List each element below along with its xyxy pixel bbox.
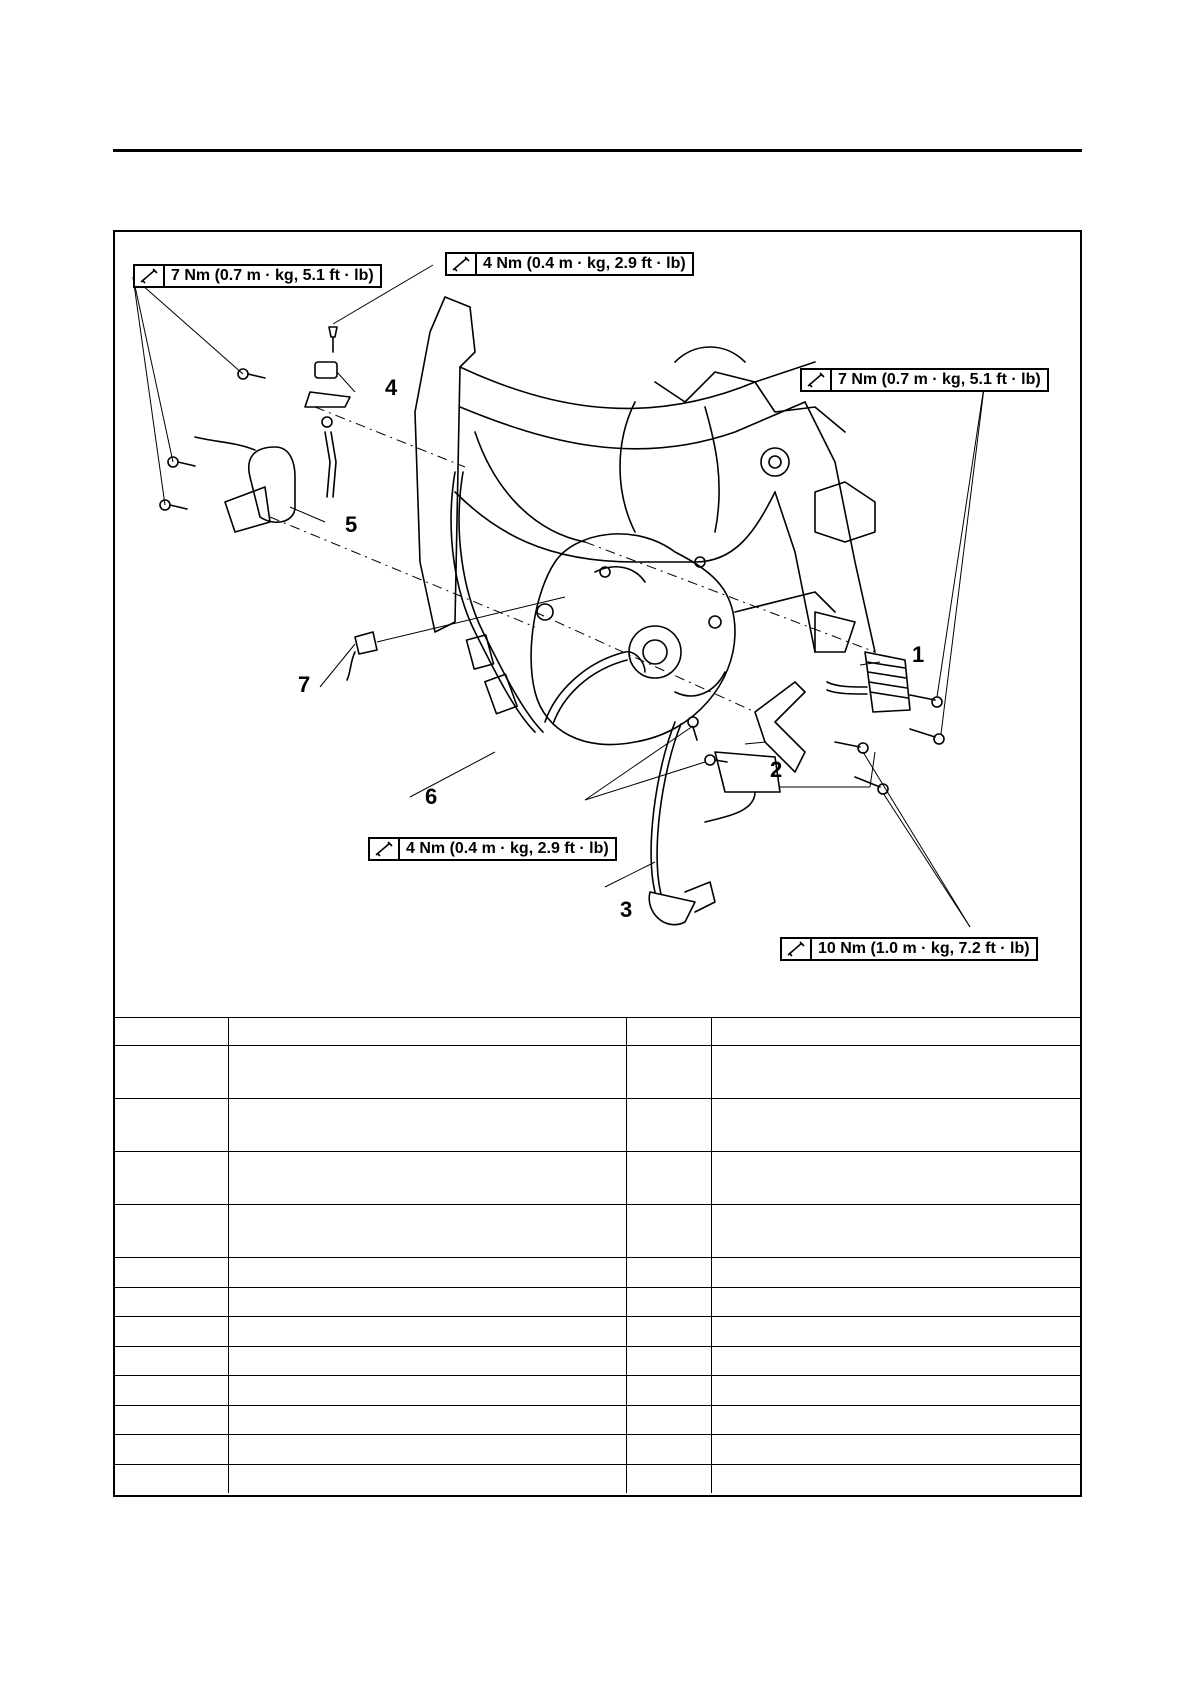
part-number-4: 4 bbox=[385, 375, 398, 400]
table-row bbox=[115, 1099, 1080, 1152]
table-row bbox=[115, 1152, 1080, 1205]
table-row bbox=[115, 1346, 1080, 1376]
torque-text: 10 Nm (1.0 m · kg, 7.2 ft · lb) bbox=[818, 940, 1030, 957]
torque-wrench-icon bbox=[370, 839, 400, 859]
spark-plug-lead bbox=[651, 722, 675, 892]
table-row bbox=[115, 1287, 1080, 1317]
table-row bbox=[115, 1317, 1080, 1347]
torque-wrench-icon bbox=[802, 370, 832, 390]
torque-wrench-icon bbox=[782, 939, 812, 959]
ignitor-bracket bbox=[305, 392, 350, 407]
torque-wrench-icon bbox=[447, 254, 477, 274]
table-row bbox=[115, 1405, 1080, 1435]
wire-harness bbox=[451, 472, 535, 732]
part-number-6: 6 bbox=[425, 784, 438, 809]
ignitor bbox=[315, 362, 337, 378]
torque-label-bottom-right bbox=[780, 937, 1038, 961]
table-row bbox=[115, 1464, 1080, 1493]
torque-label-right bbox=[800, 368, 1049, 392]
part-number-2: 2 bbox=[770, 757, 783, 782]
table-row bbox=[115, 1205, 1080, 1258]
torque-text: 4 Nm (0.4 m · kg, 2.9 ft · lb) bbox=[406, 840, 609, 857]
table-row bbox=[115, 1435, 1080, 1465]
part-number-7: 7 bbox=[298, 672, 311, 697]
torque-label-bottom-center bbox=[368, 837, 617, 861]
exploded-view-illustration bbox=[115, 232, 1080, 1017]
table-header-row bbox=[115, 1018, 1080, 1046]
connector-7 bbox=[355, 632, 377, 654]
part-number-3: 3 bbox=[620, 897, 633, 922]
torque-label-top-center bbox=[445, 252, 694, 276]
torque-text: 7 Nm (0.7 m · kg, 5.1 ft · lb) bbox=[838, 371, 1041, 388]
torque-text: 4 Nm (0.4 m · kg, 2.9 ft · lb) bbox=[483, 255, 686, 272]
part-number-5: 5 bbox=[345, 512, 358, 537]
diagram-frame bbox=[113, 230, 1082, 1497]
bolt-left-1 bbox=[238, 369, 265, 379]
table-row bbox=[115, 1376, 1080, 1406]
torque-text: 7 Nm (0.7 m · kg, 5.1 ft · lb) bbox=[171, 267, 374, 284]
torque-label-top-left bbox=[133, 264, 382, 288]
table-row bbox=[115, 1258, 1080, 1288]
condenser bbox=[249, 447, 295, 522]
parts-table bbox=[115, 1017, 1080, 1493]
part-number-1: 1 bbox=[912, 642, 925, 667]
bolt-right-2 bbox=[910, 729, 944, 744]
bolt-bracket-1 bbox=[835, 742, 868, 753]
torque-wrench-icon bbox=[135, 266, 165, 286]
header-rule bbox=[113, 149, 1082, 152]
table-row bbox=[115, 1046, 1080, 1099]
